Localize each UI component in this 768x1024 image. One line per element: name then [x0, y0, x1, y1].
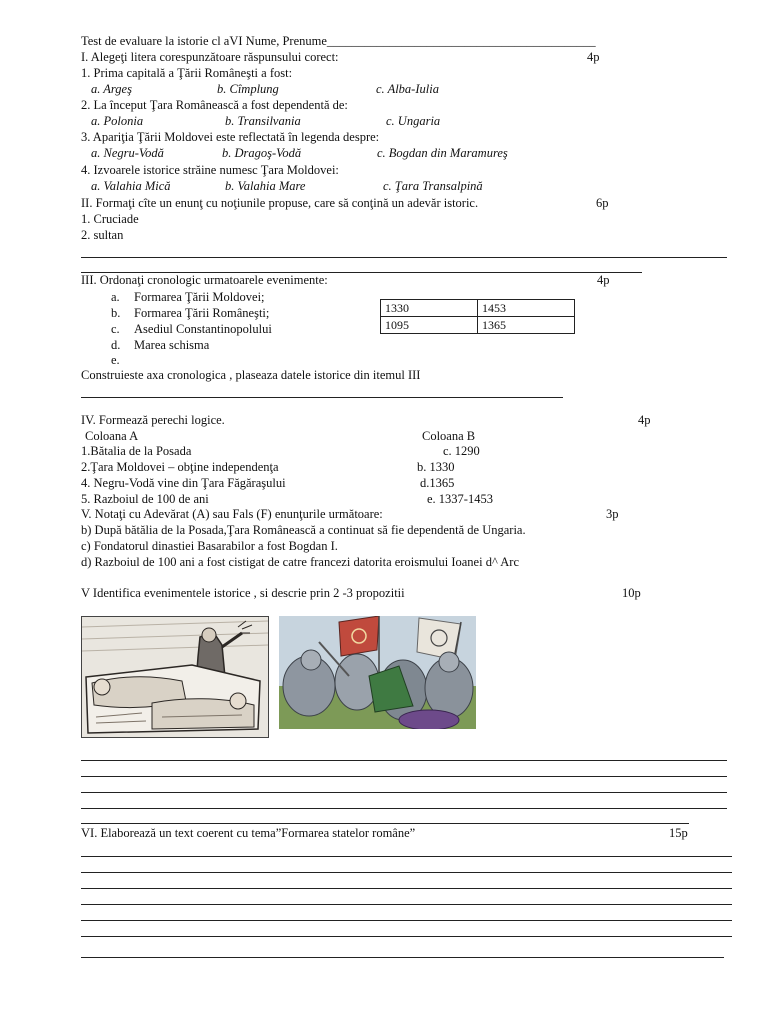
answer-line[interactable]: [81, 904, 732, 905]
pair-a-item: 2.Ţara Moldovei – obţine independenţa: [81, 460, 279, 474]
event-formarea-tarii-romanesti: Formarea Ţării Româneşti;: [134, 306, 270, 320]
question-1: 1. Prima capitală a Ţării Româneşti a fost:: [81, 66, 293, 80]
statement-b: b) După bătălia de la Posada,Ţara Românească a continuat să fie dependentă de Ungaria.: [81, 523, 526, 537]
pair-b-item: e. 1337-1453: [427, 492, 493, 506]
event-asediul-constantinopolului: Asediul Constantinopolului: [134, 322, 272, 336]
notion-cruciade: 1. Cruciade: [81, 212, 139, 226]
answer-line[interactable]: [81, 397, 563, 398]
pair-a-item: 1.Bătalia de la Posada: [81, 444, 192, 458]
answer-line[interactable]: [81, 776, 727, 777]
date-cell: 1095: [381, 317, 478, 334]
plague-illustration: [81, 616, 269, 738]
q1-option-a[interactable]: a. Argeş: [91, 82, 132, 96]
section-1-points: 4p: [587, 50, 600, 64]
section-5b-points: 10p: [622, 586, 641, 600]
timeline-instruction: Construieste axa cronologica , plaseaza datele istorice din itemul III: [81, 368, 421, 382]
dates-table: [380, 299, 575, 334]
question-3: 3. Apariţia Ţării Moldovei este reflectată în legenda despre:: [81, 130, 380, 144]
answer-line[interactable]: [81, 792, 727, 793]
battle-illustration: [279, 616, 476, 729]
statement-c: c) Fondatorul dinastiei Basarabilor a fost Bogdan I.: [81, 539, 338, 553]
q1-option-c[interactable]: c. Alba-Iulia: [376, 82, 439, 96]
event-letter-d: d.: [111, 338, 121, 352]
event-formarea-moldovei: Formarea Ţării Moldovei;: [134, 290, 265, 304]
event-letter-c: c.: [111, 322, 120, 336]
answer-line[interactable]: [81, 760, 727, 761]
name-blank[interactable]: ___________________________________________: [326, 34, 596, 48]
answer-line[interactable]: [81, 823, 689, 824]
q2-option-b[interactable]: b. Transilvania: [225, 114, 301, 128]
answer-line[interactable]: [81, 920, 732, 921]
section-3-heading: III. Ordonaţi cronologic urmatoarele evenimente:: [81, 273, 328, 287]
section-6-heading: VI. Elaborează un text coerent cu tema”Formarea statelor române”: [81, 826, 416, 840]
section-2-heading: II. Formaţi cîte un enunţ cu noţiunile propuse, care să conţină un adevăr istoric.: [81, 196, 479, 210]
q2-option-a[interactable]: a. Polonia: [91, 114, 144, 128]
notion-sultan: 2. sultan: [81, 228, 124, 242]
answer-line[interactable]: [81, 957, 724, 958]
answer-line[interactable]: [81, 888, 732, 889]
section-6-points: 15p: [669, 826, 688, 840]
q3-option-c[interactable]: c. Bogdan din Maramureş: [377, 146, 508, 160]
answer-line[interactable]: [81, 808, 727, 809]
section-1-heading: I. Alegeţi litera corespunzătoare răspunsului corect:: [81, 50, 339, 64]
pair-a-item: 4. Negru-Vodă vine din Ţara Făgăraşului: [81, 476, 286, 490]
q4-option-b[interactable]: b. Valahia Mare: [225, 179, 306, 193]
q4-option-a[interactable]: a. Valahia Mică: [91, 179, 171, 193]
section-5-heading: V. Notaţi cu Adevărat (A) sau Fals (F) enunţurile următoare:: [81, 507, 383, 521]
answer-line[interactable]: [81, 257, 727, 258]
event-marea-schisma: Marea schisma: [134, 338, 210, 352]
q4-option-c[interactable]: c. Ţara Transalpină: [383, 179, 483, 193]
date-cell: 1365: [478, 317, 575, 334]
section-2-points: 6p: [596, 196, 609, 210]
question-4: 4. Izvoarele istorice străine numesc Ţara Moldovei:: [81, 163, 339, 177]
answer-line[interactable]: [81, 872, 732, 873]
date-cell: 1330: [381, 300, 478, 317]
title-text: Test de evaluare la istorie cl aVI Nume, Prenume: [81, 34, 327, 48]
date-cell: 1453: [478, 300, 575, 317]
section-5-points: 3p: [606, 507, 619, 521]
pair-b-item: b. 1330: [417, 460, 455, 474]
section-3-points: 4p: [597, 273, 610, 287]
statement-d: d) Razboiul de 100 ani a fost cistigat de catre francezi datorita eroismului Ioanei d^ Arc: [81, 555, 519, 569]
pair-b-item: c. 1290: [443, 444, 480, 458]
pair-b-item: d.1365: [420, 476, 455, 490]
q3-option-b[interactable]: b. Dragoş-Vodă: [222, 146, 302, 160]
section-4-heading: IV. Formează perechi logice.: [81, 413, 225, 427]
event-letter-e: e.: [111, 353, 120, 367]
event-letter-b: b.: [111, 306, 121, 320]
column-a-header: Coloana A: [85, 429, 139, 443]
test-title: [81, 34, 596, 49]
answer-line[interactable]: [81, 856, 732, 857]
pair-a-item: 5. Razboiul de 100 de ani: [81, 492, 209, 506]
column-b-header: Coloana B: [422, 429, 476, 443]
event-letter-a: a.: [111, 290, 120, 304]
section-5b-heading: V Identifica evenimentele istorice , si descrie prin 2 -3 propozitii: [81, 586, 405, 600]
section-4-points: 4p: [638, 413, 651, 427]
q3-option-a[interactable]: a. Negru-Vodă: [91, 146, 164, 160]
q1-option-b[interactable]: b. Cîmplung: [217, 82, 279, 96]
answer-line[interactable]: [81, 936, 732, 937]
q2-option-c[interactable]: c. Ungaria: [386, 114, 441, 128]
question-2: 2. La început Ţara Românească a fost dependentă de:: [81, 98, 348, 112]
